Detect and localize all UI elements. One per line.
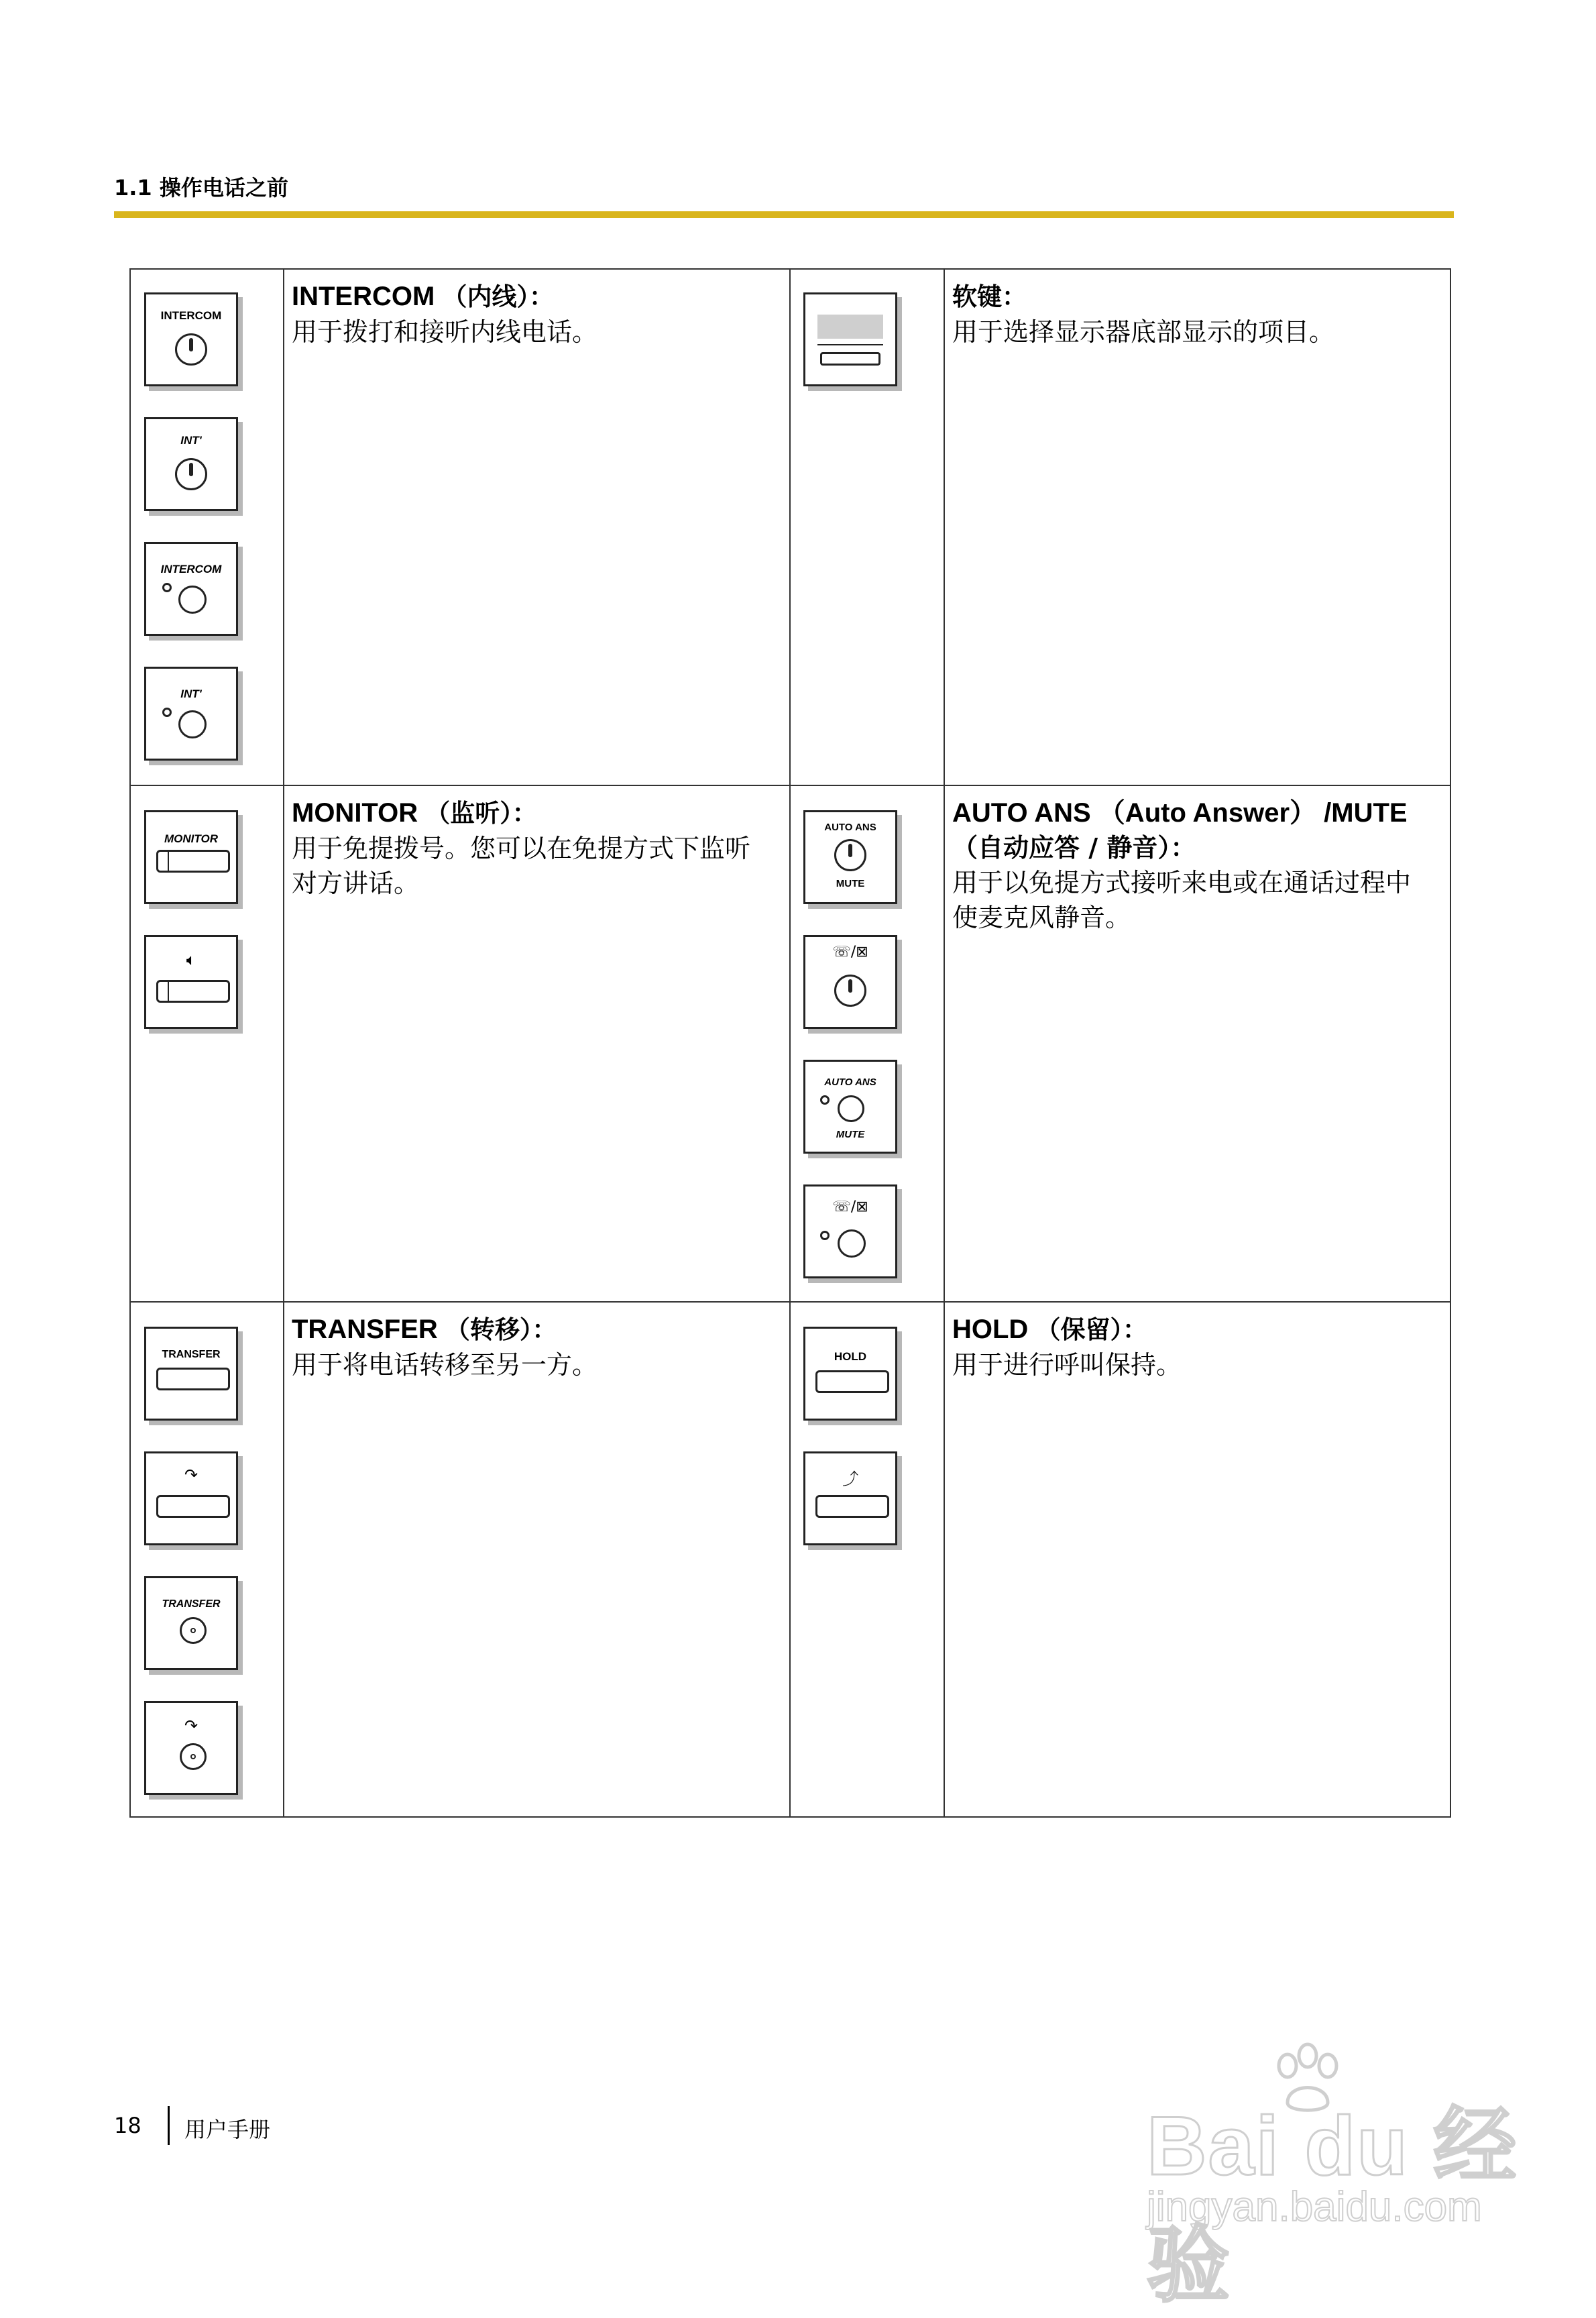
button-reference-table bbox=[129, 268, 1451, 1818]
speaker-icon: 🔈︎ bbox=[186, 950, 196, 969]
auto-ans-title-mid: （Auto Answer） bbox=[1098, 798, 1317, 828]
round-button-icon bbox=[838, 1229, 866, 1258]
section-title: 1.1 操作电话之前 bbox=[114, 175, 288, 201]
baidu-watermark bbox=[1133, 2039, 1536, 2312]
button-label: TRANSFER bbox=[162, 1598, 221, 1610]
button-label: AUTO ANS bbox=[824, 822, 876, 833]
auto-ans-desc-line: 用于以免提方式接听来电或在通话过程中 bbox=[952, 868, 1412, 897]
intercom-title-cn: （内线）： bbox=[442, 282, 554, 311]
auto-answer-mute-icon: ☏/⊠ bbox=[832, 944, 868, 960]
monitor-title: MONITOR bbox=[292, 798, 418, 828]
auto-ans-title-tail: /MUTE bbox=[1324, 798, 1408, 828]
auto-answer-mute-icon: ☏/⊠ bbox=[832, 1199, 868, 1215]
auto-ans-mute-button-illustration bbox=[803, 810, 897, 904]
monitor-button-illustration bbox=[144, 810, 238, 904]
button-label: MUTE bbox=[836, 878, 865, 889]
intercom-title: INTERCOM bbox=[292, 282, 435, 311]
monitor-desc-line: 用于免提拨号。您可以在免提方式下监听 bbox=[292, 834, 751, 863]
divider bbox=[789, 270, 791, 1816]
divider bbox=[944, 270, 945, 1816]
bar-button-icon bbox=[156, 1495, 230, 1518]
monitor-title-cn: （监听）： bbox=[425, 799, 537, 828]
hold-button-illustration bbox=[803, 1327, 897, 1421]
auto-ans-mute-icon-led-button-illustration bbox=[803, 1184, 897, 1278]
led-icon bbox=[820, 1095, 830, 1105]
intercom-description bbox=[292, 279, 781, 349]
bar-button-icon bbox=[156, 1368, 230, 1390]
auto-ans-description bbox=[952, 795, 1445, 935]
display-area-icon bbox=[817, 315, 883, 339]
int-button-illustration bbox=[144, 417, 238, 511]
button-label: INT' bbox=[180, 687, 202, 700]
manual-name: 用户手册 bbox=[184, 2117, 271, 2142]
auto-ans-desc-line: 使麦克风静音。 bbox=[952, 903, 1131, 932]
button-label: MONITOR bbox=[164, 832, 218, 845]
transfer-description bbox=[292, 1312, 781, 1382]
soft-key-description bbox=[952, 279, 1442, 349]
hold-desc: 用于进行呼叫保持。 bbox=[952, 1350, 1182, 1380]
hold-title: HOLD bbox=[952, 1315, 1029, 1344]
ring-button-icon bbox=[180, 1743, 207, 1770]
transfer-button-illustration bbox=[144, 1327, 238, 1421]
button-label: INT' bbox=[180, 434, 202, 447]
round-button-icon bbox=[838, 1095, 864, 1122]
button-label: INTERCOM bbox=[160, 563, 222, 575]
footer-separator bbox=[168, 2106, 170, 2145]
intercom-button-illustration bbox=[144, 292, 238, 386]
watermark-brand: Bai du 经验 bbox=[1147, 2100, 1518, 2312]
transfer-icon: ↷ bbox=[184, 1466, 198, 1484]
button-label: AUTO ANS bbox=[824, 1077, 876, 1088]
hold-title-cn: （保留）： bbox=[1035, 1315, 1147, 1344]
round-button-icon bbox=[178, 710, 207, 738]
transfer-desc: 用于将电话转移至另一方。 bbox=[292, 1350, 598, 1380]
round-button-icon bbox=[178, 586, 207, 614]
watermark-url: jingyan.baidu.com bbox=[1147, 2184, 1482, 2230]
led-icon bbox=[162, 583, 172, 592]
soft-key-desc: 用于选择显示器底部显示的项目。 bbox=[952, 317, 1335, 347]
page-number: 18 bbox=[114, 2113, 141, 2138]
button-label: MUTE bbox=[836, 1129, 865, 1140]
led-icon bbox=[162, 708, 172, 717]
transfer-icon-ring-button-illustration bbox=[144, 1701, 238, 1795]
divider bbox=[283, 270, 284, 1816]
bar-button-icon bbox=[815, 1370, 889, 1393]
soft-key-icon bbox=[820, 352, 880, 366]
dial-knob-icon bbox=[834, 975, 866, 1007]
intercom-led-button-illustration bbox=[144, 542, 238, 636]
button-label: TRANSFER bbox=[162, 1349, 221, 1360]
auto-ans-mute-led-button-illustration bbox=[803, 1060, 897, 1154]
display-edge bbox=[817, 344, 883, 345]
ring-button-icon bbox=[180, 1617, 207, 1644]
led-icon bbox=[820, 1231, 830, 1240]
bar-button-icon bbox=[156, 980, 230, 1003]
transfer-icon-button-illustration bbox=[144, 1451, 238, 1545]
bar-button-icon bbox=[156, 850, 230, 873]
auto-ans-mute-icon-button-illustration bbox=[803, 935, 897, 1029]
soft-key-title: 软键： bbox=[952, 282, 1027, 311]
transfer-title: TRANSFER bbox=[292, 1315, 438, 1344]
divider bbox=[131, 1301, 1450, 1303]
hold-icon-button-illustration bbox=[803, 1451, 897, 1545]
monitor-description bbox=[292, 795, 785, 901]
transfer-ring-button-illustration bbox=[144, 1576, 238, 1670]
intercom-desc: 用于拨打和接听内线电话。 bbox=[292, 317, 598, 347]
transfer-icon: ↷ bbox=[184, 1716, 198, 1735]
bar-button-icon bbox=[815, 1495, 889, 1518]
header-rule bbox=[114, 211, 1454, 218]
int-led-button-illustration bbox=[144, 667, 238, 761]
speaker-button-illustration bbox=[144, 935, 238, 1029]
auto-ans-title: AUTO ANS bbox=[952, 798, 1091, 828]
button-label: HOLD bbox=[834, 1350, 867, 1363]
transfer-title-cn: （转移）： bbox=[445, 1315, 557, 1344]
hold-icon: ⤴ bbox=[842, 1470, 858, 1488]
dial-knob-icon bbox=[175, 333, 207, 366]
button-label: INTERCOM bbox=[160, 309, 222, 322]
divider bbox=[131, 785, 1450, 786]
auto-ans-title-cn: （自动应答 / 静音）： bbox=[952, 833, 1196, 863]
monitor-desc-line: 对方讲话。 bbox=[292, 869, 420, 898]
dial-knob-icon bbox=[834, 839, 866, 871]
soft-key-illustration bbox=[803, 292, 897, 386]
hold-description bbox=[952, 1312, 1442, 1382]
dial-knob-icon bbox=[175, 458, 207, 490]
